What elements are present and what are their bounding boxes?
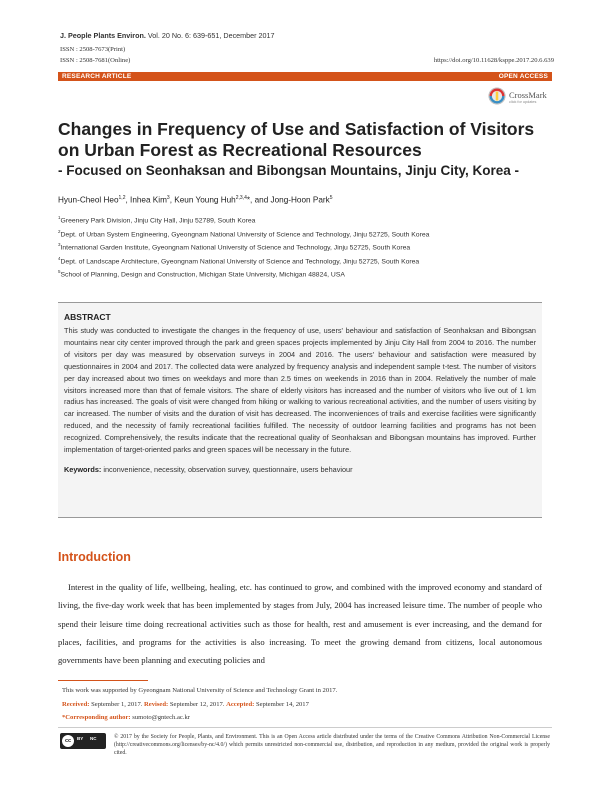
received-date: September 1, 2017. — [89, 700, 145, 708]
keywords-text: inconvenience, necessity, observation survey, questionnaire, users behaviour — [101, 464, 353, 474]
affiliation-item — [58, 213, 429, 227]
revised-date: September 12, 2017. — [168, 700, 227, 708]
received-label: Received: — [62, 700, 90, 708]
abstract-text: This study was conducted to investigate the changes in the frequency of use, users' behaviour and satisfaction of Seonhaksan and Bibongsan mountains near city center improved through the park and green spaces projects implemented by Jinju City Hall from 2004 to 2016. The number of visitors per day was measured by observation surveys in 2004 and 2016. The users' behaviour and satisfaction were measured by questionnaires in 2004 and 2017. The collected data were analyzed by frequency analysis and independent sample t-test. The number of visitors per day increased about two times on weekdays and more than 2.5 times on weekends in 2016 than in 2004. Relatively the number of male visitors increased more than that of female visitors. The share of elderly visitors has increased and the number of visitors who live out of 1 km radius has increased. The goals of visit were changed from hiking or walking to various recreational activities, and the number of users visiting by car increased. The number of visits and the duration of visit has decreased. The inconveniences of trails and exercise facilities were significantly reduced, and the necessity of family recreational facilities fulfilled. The necessity of outdoor learning facilities and programs has not been recognized. Comprehensively, the results indicate that the recreational quality of Seonhaksan and Bibongsan mountains has improved. Further implementation of target-oriented parks and green spaces will be necessary in the future. — [64, 326, 536, 455]
grant-note: This work was supported by Gyeongnam National University of Science and Technology Grant in 2017. — [62, 687, 338, 694]
crossmark-label: CrossMark — [509, 90, 547, 100]
author-name: Hyun-Cheol Heo — [58, 195, 119, 205]
author-affiliation-mark: 5 — [329, 195, 333, 201]
issn-print: ISSN : 2508-7673(Print) — [60, 46, 126, 53]
journal-citation — [60, 31, 275, 40]
article-type-bar — [58, 72, 552, 81]
corresponding-label: *Corresponding author: — [62, 714, 131, 722]
affiliation-text: Dept. of Urban System Engineering, Gyeongnam National University of Science and Technology, Jinju 52725, South Korea — [60, 230, 430, 238]
article-title: Changes in Frequency of Use and Satisfaction of Visitors on Urban Forest as Recreational Resources — [58, 119, 535, 160]
affiliation-number: 5 — [58, 269, 61, 275]
crossmark-badge[interactable] — [488, 86, 550, 110]
affiliation-text: International Garden Institute, Gyeongnam National University of Science and Technology, Jinju 52725, South Korea — [60, 244, 411, 252]
author-list — [58, 195, 332, 205]
affiliation-item — [58, 227, 429, 241]
journal-issue: Vol. 20 No. 6: 639-651, December 2017 — [145, 31, 275, 40]
issn-online: ISSN : 2508-7681(Online) — [60, 57, 131, 64]
corresponding-note — [62, 711, 337, 725]
cc-by-nc-badge[interactable] — [60, 733, 106, 749]
affiliation-number: 3 — [58, 242, 61, 248]
affiliation-item — [58, 240, 429, 254]
journal-name: J. People Plants Environ. — [60, 31, 146, 40]
doi-link[interactable]: https://doi.org/10.11628/ksppe.2017.20.6.639 — [433, 57, 554, 64]
affiliation-text: Greenery Park Division, Jinju City Hall, Jinju 52789, South Korea — [60, 217, 256, 225]
author-affiliation-mark: 2,3,4 — [235, 195, 247, 201]
license-divider — [58, 727, 552, 728]
author-separator: , — [169, 195, 175, 205]
keywords-label: Keywords: — [64, 464, 102, 474]
nc-icon: NC — [90, 736, 97, 741]
crossmark-sub: click for updates — [509, 100, 537, 104]
accepted-label: Accepted: — [226, 700, 255, 708]
author-affiliation-mark: 3 — [166, 195, 170, 201]
open-access-label: OPEN ACCESS — [498, 73, 548, 80]
author-separator: *, and — [246, 195, 271, 205]
author-affiliation-mark: 1,2 — [118, 195, 126, 201]
affiliation-item — [58, 254, 429, 268]
revised-label: Revised: — [144, 700, 169, 708]
keywords-line — [64, 465, 536, 474]
affiliation-text: School of Planning, Design and Construction, Michigan State University, Michigan 48824, USA — [60, 271, 345, 279]
accepted-date: September 14, 2017 — [254, 700, 309, 708]
author-separator: , — [125, 195, 131, 205]
dates-note — [62, 698, 337, 712]
crossmark-icon — [488, 87, 506, 105]
introduction-text: Interest in the quality of life, wellbeing, healing, etc. has continued to grow, and combined with the improved economy and standard of living, the five-day work week that has been implemented by stages from July, 2004 has increased leisure time. The number of people who spend their leisure time doing recreational activities such as those for health, rest and amusement is ever increasing, and the demand for places, facilities, and programs for the activities is also increasing. To meet the growing demand from citizens, local autonomous governments have been planning and executing policies and — [58, 582, 542, 666]
abstract-section — [58, 302, 542, 518]
author-name: Jong-Hoon Park — [270, 195, 330, 205]
affiliation-number: 4 — [58, 255, 61, 261]
affiliation-text: Dept. of Landscape Architecture, Gyeongnam National University of Science and Technology, Jinju 52725, South Korea — [60, 257, 420, 265]
cc-icon: cc — [62, 735, 74, 747]
article-subtitle: - Focused on Seonhaksan and Bibongsan Mountains, Jinju City, Korea - — [58, 163, 520, 178]
affiliation-number: 1 — [58, 215, 61, 220]
introduction-heading: Introduction — [58, 550, 131, 564]
author-name: Inhea Kim — [130, 195, 167, 205]
affiliation-item — [58, 267, 429, 281]
affiliation-list — [58, 213, 429, 281]
corresponding-email[interactable]: sumoto@gntech.ac.kr — [130, 714, 190, 722]
abstract-heading: ABSTRACT — [64, 312, 111, 322]
license-text: © 2017 by the Society for People, Plants, and Environment. This is an Open Access article distributed under the terms of the Creative Commons Attribution Non-Commercial License (http://creativecommons.org/licenses/by-nc/4.0/) which permits unrestricted non-commercial use, distribution, and reproduction in any medium, provided the original work is properly cited. — [114, 734, 550, 756]
author-name: Keun Young Huh — [174, 195, 236, 205]
by-icon: BY — [77, 736, 84, 741]
affiliation-number: 2 — [58, 228, 61, 234]
article-type-label: RESEARCH ARTICLE — [62, 73, 132, 80]
footnotes — [62, 684, 337, 725]
footnote-divider — [58, 680, 148, 681]
